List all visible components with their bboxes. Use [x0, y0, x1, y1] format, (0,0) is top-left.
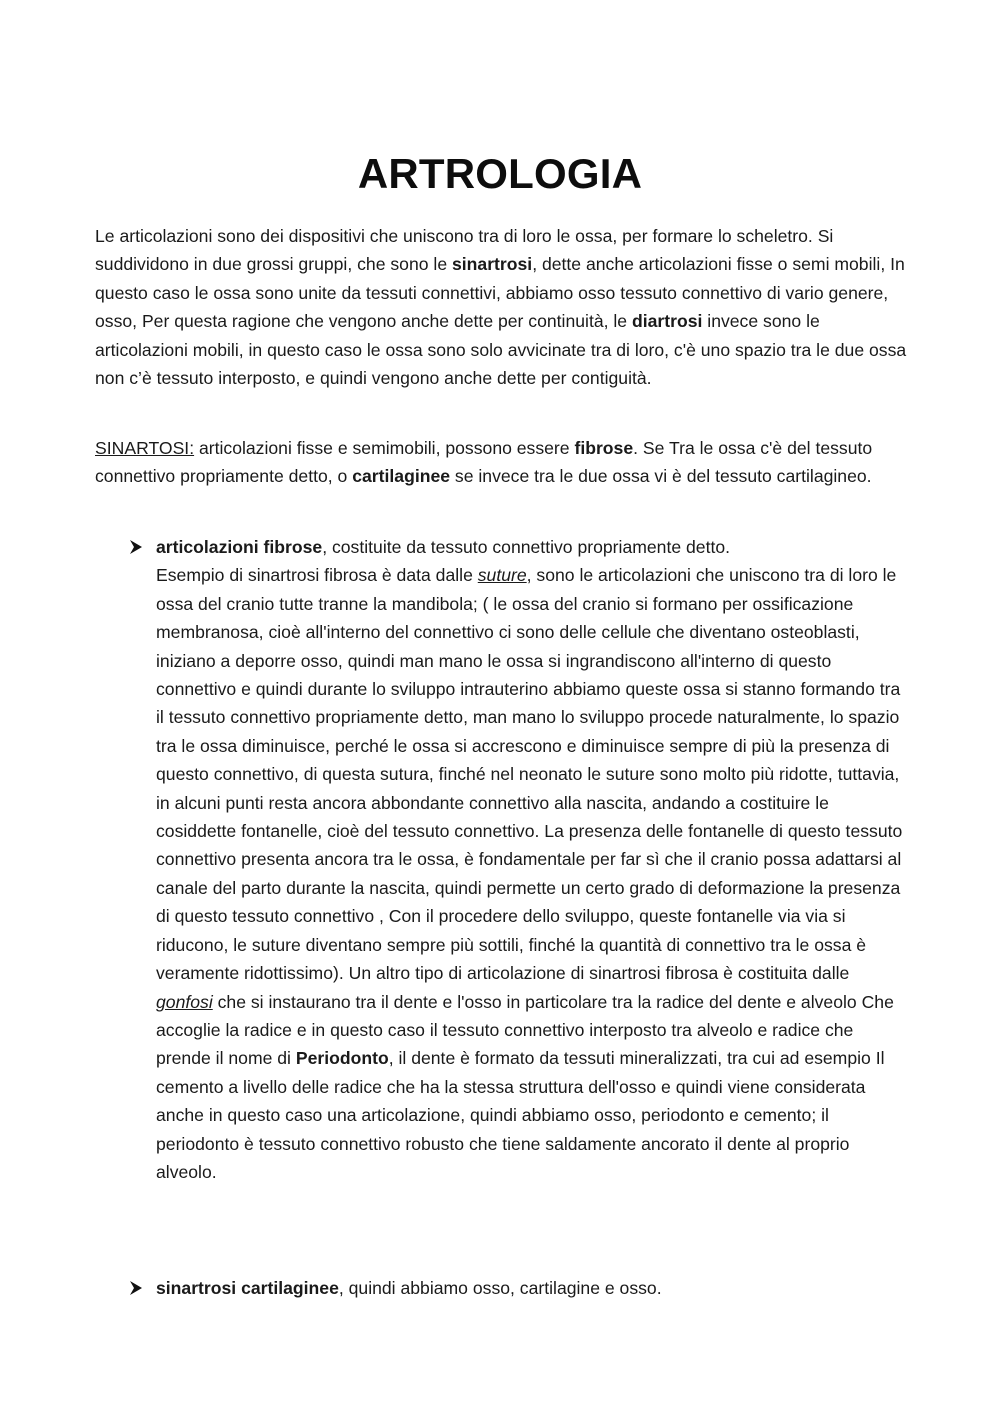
sinartosi-text-2: . Se Tra le ossa c'è del tessuto connettivo propriamente detto, o — [95, 438, 873, 487]
bullet2-title: sinartrosi cartilaginee — [156, 1278, 339, 1298]
term-cartilaginee: cartilaginee — [352, 466, 451, 487]
list-item-sinartrosi-cartilaginee — [95, 1274, 915, 1302]
term-sinartrosi: sinartrosi — [452, 254, 533, 275]
bullet1-title-rest: , costituite da tessuto connettivo propriamente detto. — [322, 537, 731, 557]
intro-text-3: invece sono le articolazioni mobili, in questo caso le ossa sono solo avvicinate tra di loro, c'è uno spazio tra le due ossa non c’è tessuto interposto, e quindi vengono anche dette per contiguità. — [95, 311, 907, 389]
arrowhead-bullet-icon — [127, 533, 145, 561]
term-suture: suture — [477, 565, 527, 586]
term-fibrose: fibrose — [574, 438, 634, 458]
sinartosi-paragraph — [95, 434, 915, 491]
list-item-articolazioni-fibrose — [95, 533, 915, 1186]
bullet1-text-1: Esempio di sinartrosi fibrosa è data dalle — [156, 565, 478, 586]
bullet1-title: articolazioni fibrose — [156, 537, 323, 557]
intro-paragraph — [95, 222, 915, 392]
arrowhead-bullet-icon — [127, 1274, 145, 1302]
bullet1-text-3: che si instaurano tra il dente e l'osso in particolare tra la radice del dente e alveolo Che accoglie la radice e in questo caso il tessuto connettivo interposto tra alveolo e radice che prende il nome di — [156, 991, 894, 1069]
page-title: ARTROLOGIA — [357, 150, 643, 197]
sinartosi-text-3: se invece tra le due ossa vi è del tessuto cartilagineo. — [450, 466, 872, 487]
bullet1-text-4: , il dente è formato da tessuti mineralizzati, tra cui ad esempio Il cemento a livello delle radice che ha la stessa struttura dell'osso e quindi viene considerata anche in questo caso una articolazione, quindi abbiamo osso, periodonto e cemento; il periodonto è tessuto connettivo robusto che tiene saldamente ancorato il dente al proprio alveolo. — [156, 1048, 885, 1182]
term-gonfosi: gonfosi — [156, 991, 213, 1012]
sinartosi-text-1: articolazioni fisse e semimobili, possono essere — [194, 438, 575, 458]
intro-text-1: Le articolazioni sono dei dispositivi che uniscono tra di loro le ossa, per formare lo scheletro. Si suddividono in due grossi gruppi, che sono le — [95, 226, 834, 275]
bullet1-text-2: , sono le articolazioni che uniscono tra di loro le ossa del cranio tutte tranne la mandibola; ( le ossa del cranio si formano per ossificazione membranosa, cioè all'interno del connettivo ci sono delle cellule che diventano osteoblasti, iniziano a deporre osso, quindi man mano le ossa si ingrandiscono all'interno di questo connettivo e quindi durante lo sviluppo intrauterino abbiamo queste ossa si stanno formando tra il tessuto connettivo propriamente detto, man mano lo sviluppo procede naturalmente, lo spazio tra le ossa diminuisce, perché le ossa si accrescono e diminuisce sempre di più la presenza di questo connettivo, di questa sutura, finché nel neonato le suture sono molto più ridotte, tuttavia, in alcuni punti resta ancora abbondante connettivo alla nascita, andando a costituire le cosiddette fontanelle, cioè del tessuto connettivo. La presenza delle fontanelle di questo tessuto connettivo presenta ancora tra le ossa, è fondamentale per far sì che il cranio possa adattarsi al canale del parto durante la nascita, quindi permette un certo grado di deformazione la presenza di questo tessuto connettivo , Con il procedere dello sviluppo, queste fontanelle via via si riducono, le suture diventano sempre più sottili, finché la quantità di connettivo tra le ossa è veramente ridottissimo). Un altro tipo di articolazione di sinartrosi fibrosa è costituita dalle — [156, 565, 903, 984]
term-diartrosi: diartrosi — [631, 311, 703, 332]
term-periodonto: Periodonto — [295, 1048, 389, 1069]
bullet2-title-rest: , quindi abbiamo osso, cartilagine e osso. — [338, 1278, 662, 1298]
intro-text-2: , dette anche articolazioni fisse o semi mobili, In questo caso le ossa sono unite da tessuti connettivi, abbiamo osso tessuto connettivo di vario genere, osso, Per questa ragione che vengono anche dette per continuità, le — [95, 254, 905, 332]
sinartosi-heading: SINARTOSI: — [95, 438, 195, 458]
